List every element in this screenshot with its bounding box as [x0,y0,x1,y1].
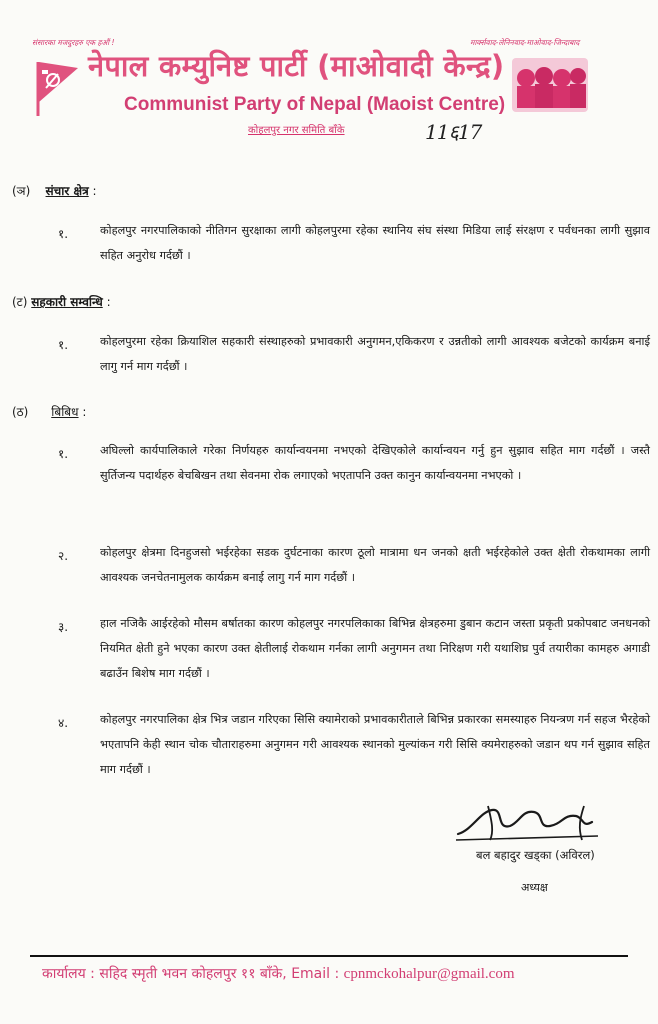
section-marker: (ञ) [12,184,31,198]
signatory-title: अध्यक्ष [521,881,548,894]
signatory-name: बल बहादुर खड्का (अविरल) [476,848,595,862]
paragraph-misc-1: अघिल्लो कार्यपालिकाले गरेका निर्णयहरु कार्यान्वयनमा नभएको देखिएकोले कार्यान्वयन गर्नु हुन सुझाव सहित माग गर्दछौं । जस्तै सुर्तिजन्य पदार्थहरु बेचबिखन तथा सेवनमा रोक लगाएको भएतापनि उक्त कानुन कार्यान्वयनमा नभएको । [100,444,650,482]
section-title: सहकारी सम्वन्धि [31,295,103,309]
footer-divider [30,955,628,957]
paragraph-cooperative-1: कोहलपुरमा रहेका क्रियाशिल सहकारी संस्थाहरुको प्रभावकारी अनुगमन,एकिकरण र उन्नतीको लागी आवश्यक बजेटको कार्यक्रम बनाई लागु गर्न माग गर्दछौं । [100,335,650,373]
item-number: ४. [58,716,69,730]
section-title: संचार क्षेत्र [45,184,89,198]
leaders-portrait-logo [512,58,588,112]
item-number: १. [58,227,69,241]
section-header-cooperative: (ट) सहकारी सम्वन्धि : [12,295,111,309]
section-header-communication: (ञ) संचार क्षेत्र : [12,184,97,198]
party-name-nepali: नेपाल कम्युनिष्ट पार्टी (माओवादी केन्द्र) [88,49,505,83]
paragraph-communication-1: कोहलपुर नगरपालिकाको नीतिगन सुरक्षाका लागी कोहलपुरमा रहेका स्थानिय संघ संस्था मिडिया लाई संरक्षण र पर्वधनका लागी सुझाव सहित अनुरोध गर्दछौं । [100,224,650,262]
footer-email: cpnmckohalpur@gmail.com [343,966,515,982]
handwritten-reference-number: 11६17 [425,120,482,144]
section-header-miscellaneous: (ठ) बिबिध : [12,405,87,419]
party-flag-logo [34,56,80,116]
slogan-right: मार्क्सवाद-लेनिनवाद-माओवाद-जिन्दाबाद [470,38,580,47]
paragraph-misc-2: कोहलपुर क्षेत्रमा दिनहुजसो भईरहेका सडक दुर्घटनाका कारण ठूलो मात्रामा धन जनको क्षती भईरहेकोले उक्त क्षेती रोकथामका लागी आवश्यक जनचेतनामुलक कार्यक्रम बनाई लागु गर्न माग गर्दछौं । [100,546,650,584]
footer-address [42,964,515,983]
section-title: बिबिध [51,405,79,419]
footer-office-address: कार्यालय : सहिद स्मृती भवन कोहलपुर ११ बाँके, Email : [42,966,344,982]
handwritten-signature [452,800,602,846]
paragraph-misc-3: हाल नजिकै आईरहेको मौसम बर्षातका कारण कोहलपुर नगरपलिकाका बिभिन्न क्षेत्रहरुमा डुबान कटान जस्ता प्रकृती प्रकोपबाट जनधनको नियमित क्षेती हुने भएका कारण उक्त क्षेतीलाई रोकथाम गर्नका लागी अनुगमन तथा निरिक्षण गरी यथाशिघ्र पुर्व तयारीका कामहरु अगाडी बढाउँन बिशेष माग गर्दछौं । [100,617,650,680]
slogan-left: संसारका मजदुरहरु एक हऔं ! [32,38,115,47]
committee-name: कोहलपुर नगर समिति बाँके [248,125,345,136]
party-name-english: Communist Party of Nepal (Maoist Centre) [124,94,506,115]
item-number: १. [58,447,69,461]
item-number: १. [58,338,69,352]
paragraph-misc-4: कोहलपुर नगरपालिका क्षेत्र भित्र जडान गरिएका सिसि क्यामेराको प्रभावकारीताले बिभिन्न प्रकारका समस्याहरु नियन्त्रण गर्न सहज भैरहेको भएतापनि केही स्थान चोक चौताराहरुमा अनुगमन गरी आवश्यक स्थानको मुल्यांकन गरी सिसि क्यमेराहरुको जडान थप गर्न सुझाव सहित माग गर्दछौं । [100,713,650,776]
section-marker: (ठ) [12,405,29,419]
item-number: २. [58,549,69,563]
section-marker: (ट) [12,295,28,309]
item-number: ३. [58,620,69,634]
